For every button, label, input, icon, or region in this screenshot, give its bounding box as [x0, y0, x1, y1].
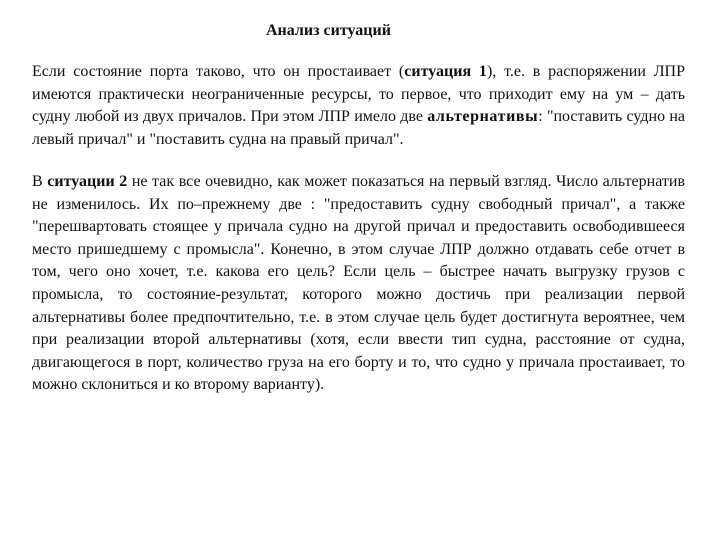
document-page	[32, 0, 685, 540]
paragraph-situation-1	[32, 61, 685, 151]
bold-term-situation-1: ситуация 1	[404, 63, 487, 80]
document-title: Анализ ситуаций	[266, 22, 391, 39]
paragraph-text: не так все очевидно, как может показаться на первый взгляд. Число альтернатив не изменилось. Их по–прежнему две : "предоставить судну свободный причал", а также "перешвартовать стоящее у причала судно на другой причал и предоставить освободившееся место пришедшему с промысла". Конечно, в этом случае ЛПР должно отдавать себе отчет в том, чего оно хочет, т.е. какова его цель? Если цель – быстрее начать выгрузку грузов с промысла, то состояние-результат, которого можно достичь при реализации первой альтернативы более предпочтительно, т.е. в этом случае цель будет достигнута вероятнее, чем при реализации второй альтернативы (хотя, если ввести тип судна, расстояние от судна, двигающегося в порт, количество груза на его борту и то, что судно у причала простаивает, то можно склониться и ко второму варианту).	[32, 173, 686, 394]
paragraph-text: : "поставить судно на левый причал" и "поставить судна на правый причал".	[32, 108, 686, 148]
bold-term-situation-2: ситуации 2	[47, 173, 128, 190]
paragraph-situation-2	[32, 171, 685, 397]
paragraph-text: В	[32, 173, 48, 190]
paragraph-text: Если состояние порта таково, что он простаивает (	[32, 63, 405, 80]
bold-term-alternatives: альтернативы	[427, 108, 539, 126]
paragraph-text: ), т.е. в распоряжении ЛПР имеются практически неограниченные ресурсы, то первое, что приходит ему на ум – дать судну любой из двух причалов. При этом ЛПР имело две	[32, 63, 686, 126]
